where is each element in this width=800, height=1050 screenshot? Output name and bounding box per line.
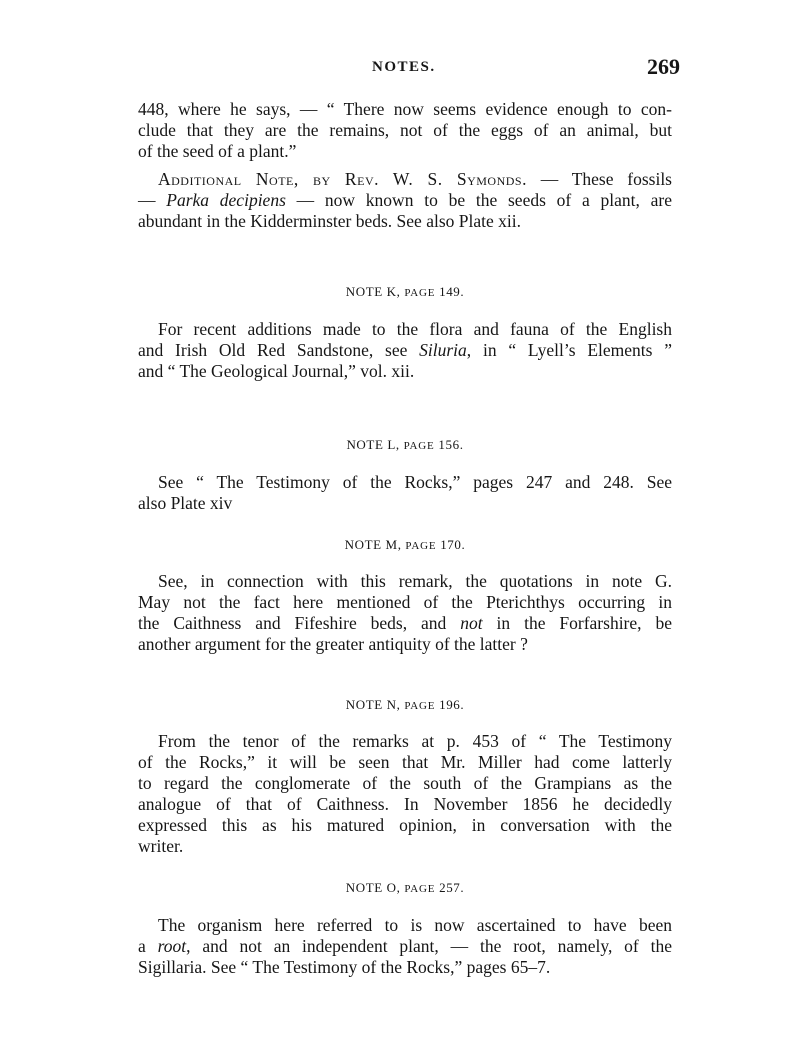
text-line: and “ The Geological Journal,” vol. xii.: [138, 361, 415, 381]
text-line: [138, 340, 672, 361]
text-span: , and not an independent plant, — the root, namely, of the: [186, 936, 672, 956]
note-k-heading: [138, 284, 672, 300]
note-o-paragraph: [138, 915, 672, 978]
text-span: in the Forfarshire, be: [482, 613, 672, 633]
text-line: to regard the conglomerate of the south of the Grampians as the: [138, 773, 672, 793]
page-ref: 156.: [438, 437, 464, 452]
text-line: writer.: [138, 836, 184, 856]
running-title: NOTES.: [372, 59, 436, 75]
note-label: NOTE K,: [345, 284, 401, 299]
text-line: See “ The Testimony of the Rocks,” pages 247 and 248. See: [158, 472, 672, 492]
text-span: —: [138, 190, 167, 210]
text-line: [138, 936, 672, 957]
text-line: of the seed of a plant.”: [138, 141, 297, 161]
text-line: For recent additions made to the flora and fauna of the English: [158, 319, 672, 339]
page-label: PAGE: [405, 540, 437, 552]
text-line: Sigillaria. See “ The Testimony of the Rocks,” pages 65–7.: [138, 957, 551, 977]
additional-note-paragraph: [138, 169, 672, 232]
text-line: From the tenor of the remarks at p. 453 of “ The Testimony: [158, 731, 672, 751]
text-line: of the Rocks,” it will be seen that Mr. Miller had come latterly: [138, 752, 672, 772]
text-span: — now known to be the seeds of a plant, are: [285, 190, 673, 210]
text-line: The organism here referred to is now ascertained to have been: [158, 915, 672, 935]
text-span: the Caithness and Fifeshire beds, and: [138, 613, 461, 633]
note-l-heading: [138, 437, 672, 453]
text-span: , in “ Lyell’s Elements ”: [466, 340, 672, 360]
page-number: 269: [647, 54, 680, 79]
text-span: and Irish Old Red Sandstone, see: [138, 340, 420, 360]
book-title: Siluria: [419, 340, 467, 360]
page-label: PAGE: [404, 287, 436, 299]
note-n-paragraph: [138, 731, 672, 857]
text-line: abundant in the Kidderminster beds. See also Plate xii.: [138, 211, 521, 231]
page-ref: 149.: [439, 284, 465, 299]
note-label: NOTE L,: [346, 437, 400, 452]
note-m-heading: [138, 537, 672, 553]
text-line: See, in connection with this remark, the quotations in note G.: [158, 571, 672, 591]
note-n-heading: [138, 697, 672, 713]
text-line: analogue of that of Caithness. In November 1856 he decidedly: [138, 794, 672, 814]
note-k-paragraph: [138, 319, 672, 382]
continuation-paragraph: [138, 99, 672, 162]
text-line: clude that they are the remains, not of the eggs of an animal, but: [138, 120, 672, 140]
page-ref: 196.: [439, 697, 465, 712]
note-label: NOTE N,: [345, 697, 401, 712]
page-label: PAGE: [404, 700, 436, 712]
page-ref: 170.: [440, 537, 466, 552]
page-label: PAGE: [404, 883, 436, 895]
text-line: expressed this as his matured opinion, in conversation with the: [138, 815, 672, 835]
emphasis: not: [460, 613, 483, 633]
species-name: Parka decipiens: [166, 190, 286, 210]
text-line: [138, 613, 672, 634]
text-span: a: [138, 936, 158, 956]
text-line: [138, 190, 672, 211]
note-o-heading: [138, 880, 672, 896]
text-span: — These fossils: [526, 169, 672, 189]
note-m-paragraph: [138, 571, 672, 655]
note-l-paragraph: [138, 472, 672, 514]
note-label: NOTE M,: [344, 537, 402, 552]
text-line: May not the fact here mentioned of the Pterichthys occurring in: [138, 592, 672, 612]
emphasis: root: [157, 936, 187, 956]
running-head: [140, 56, 680, 80]
text-line: another argument for the greater antiquity of the latter ?: [138, 634, 528, 654]
text-line: [138, 169, 672, 190]
additional-note-label: Additional Note, by Rev. W. S. Symonds.: [158, 169, 527, 189]
text-line: 448, where he says, — “ There now seems evidence enough to con-: [138, 99, 672, 119]
note-label: NOTE O,: [345, 880, 401, 895]
page-label: PAGE: [403, 440, 435, 452]
text-line: also Plate xiv: [138, 493, 233, 513]
page-ref: 257.: [439, 880, 465, 895]
